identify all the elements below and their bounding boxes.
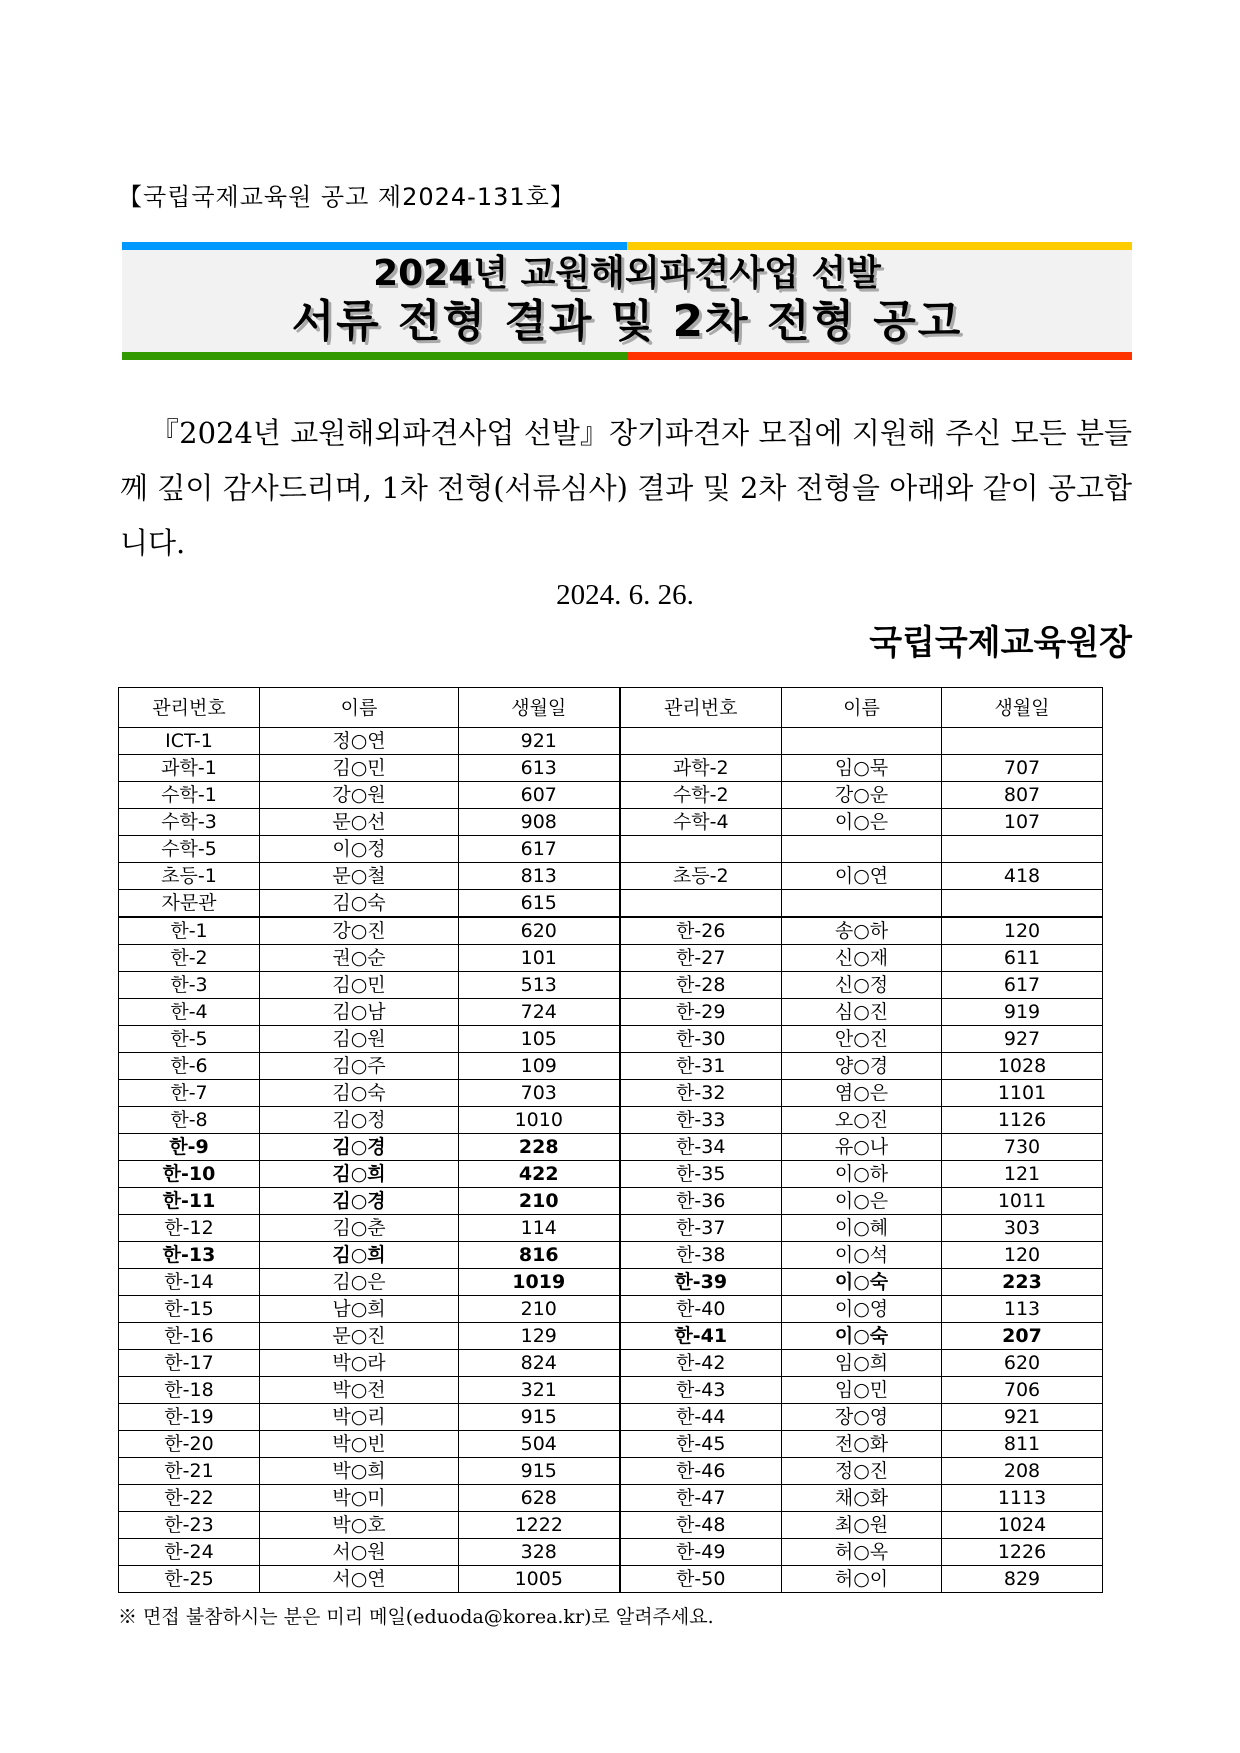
birth-cell: 615: [459, 890, 620, 918]
birth-cell: 1005: [459, 1566, 620, 1593]
name-cell: 정○연: [260, 728, 459, 755]
id-cell: 한-35: [620, 1161, 782, 1188]
birth-cell: 707: [942, 755, 1103, 782]
table-row: [119, 1026, 1103, 1053]
name-cell: 허○옥: [782, 1539, 942, 1566]
id-cell: 한-30: [620, 1026, 782, 1053]
id-cell: 한-17: [119, 1350, 260, 1377]
table-row: [119, 728, 1103, 755]
name-cell: 박○전: [260, 1377, 459, 1404]
id-cell: 한-34: [620, 1134, 782, 1161]
body-paragraph: [120, 406, 1132, 571]
table-row: [119, 836, 1103, 863]
birth-cell: 730: [942, 1134, 1103, 1161]
id-cell: 한-6: [119, 1053, 260, 1080]
id-cell: 한-14: [119, 1269, 260, 1296]
name-cell: 김○춘: [260, 1215, 459, 1242]
birth-cell: 101: [459, 945, 620, 972]
birth-cell: 811: [942, 1431, 1103, 1458]
name-cell: 채○화: [782, 1485, 942, 1512]
birth-cell: 328: [459, 1539, 620, 1566]
banner-bar-green: [122, 352, 627, 360]
birth-cell: 504: [459, 1431, 620, 1458]
table-row: [119, 1242, 1103, 1269]
name-cell: 신○재: [782, 945, 942, 972]
banner-bar-blue: [122, 242, 627, 250]
name-cell: 박○호: [260, 1512, 459, 1539]
birth-cell: 321: [459, 1377, 620, 1404]
table-row: [119, 972, 1103, 999]
table-row: [119, 809, 1103, 836]
table-row: [119, 1512, 1103, 1539]
id-cell: 자문관: [119, 890, 260, 918]
table-row: [119, 1323, 1103, 1350]
birth-cell: 829: [942, 1566, 1103, 1593]
birth-cell: 915: [459, 1458, 620, 1485]
name-cell: 양○경: [782, 1053, 942, 1080]
id-cell: 한-25: [119, 1566, 260, 1593]
name-cell: 서○연: [260, 1566, 459, 1593]
id-cell: 한-31: [620, 1053, 782, 1080]
id-cell: 한-22: [119, 1485, 260, 1512]
name-cell: 최○원: [782, 1512, 942, 1539]
title-banner: [122, 242, 1132, 360]
table-header-row: [119, 688, 1103, 728]
name-cell: 허○이: [782, 1566, 942, 1593]
birth-cell: 513: [459, 972, 620, 999]
id-cell: 한-18: [119, 1377, 260, 1404]
id-cell: 한-15: [119, 1296, 260, 1323]
birth-cell: 617: [942, 972, 1103, 999]
id-cell: 한-32: [620, 1080, 782, 1107]
birth-cell: 807: [942, 782, 1103, 809]
name-cell: 유○나: [782, 1134, 942, 1161]
birth-cell: 919: [942, 999, 1103, 1026]
birth-cell: 1226: [942, 1539, 1103, 1566]
name-cell: 박○라: [260, 1350, 459, 1377]
column-header: 생월일: [459, 688, 620, 728]
id-cell: 한-7: [119, 1080, 260, 1107]
name-cell: 염○은: [782, 1080, 942, 1107]
id-cell: 한-3: [119, 972, 260, 999]
birth-cell: 1222: [459, 1512, 620, 1539]
birth-cell: 620: [459, 917, 620, 945]
name-cell: 박○미: [260, 1485, 459, 1512]
birth-cell: 1010: [459, 1107, 620, 1134]
table-row: [119, 1404, 1103, 1431]
column-header: 관리번호: [620, 688, 782, 728]
id-cell: [620, 836, 782, 863]
birth-cell: 1126: [942, 1107, 1103, 1134]
id-cell: 한-5: [119, 1026, 260, 1053]
birth-cell: 824: [459, 1350, 620, 1377]
name-cell: 김○숙: [260, 1080, 459, 1107]
name-cell: 문○철: [260, 863, 459, 890]
body-text: 『2024년 교원해외파견사업 선발』장기파견자 모집에 지원해 주신 모든 분들께 깊이 감사드리며, 1차 전형(서류심사) 결과 및 2차 전형을 아래와 같이 공고합니다.: [120, 416, 1132, 560]
id-cell: 한-26: [620, 917, 782, 945]
name-cell: 이○은: [782, 1188, 942, 1215]
id-cell: 한-20: [119, 1431, 260, 1458]
table-row: [119, 1269, 1103, 1296]
id-cell: 수학-1: [119, 782, 260, 809]
id-cell: 한-37: [620, 1215, 782, 1242]
name-cell: 문○선: [260, 809, 459, 836]
birth-cell: 617: [459, 836, 620, 863]
id-cell: 한-46: [620, 1458, 782, 1485]
birth-cell: [942, 890, 1103, 918]
id-cell: 한-29: [620, 999, 782, 1026]
name-cell: 정○진: [782, 1458, 942, 1485]
id-cell: 한-39: [620, 1269, 782, 1296]
birth-cell: 422: [459, 1161, 620, 1188]
name-cell: 박○빈: [260, 1431, 459, 1458]
name-cell: 김○희: [260, 1242, 459, 1269]
table-row: [119, 782, 1103, 809]
id-cell: [620, 890, 782, 918]
name-cell: 이○하: [782, 1161, 942, 1188]
id-cell: 한-28: [620, 972, 782, 999]
birth-cell: 607: [459, 782, 620, 809]
birth-cell: [942, 836, 1103, 863]
name-cell: [782, 836, 942, 863]
table-row: [119, 863, 1103, 890]
name-cell: 박○리: [260, 1404, 459, 1431]
birth-cell: 207: [942, 1323, 1103, 1350]
table-row: [119, 1431, 1103, 1458]
birth-cell: 613: [459, 755, 620, 782]
table-row: [119, 1377, 1103, 1404]
id-cell: 한-48: [620, 1512, 782, 1539]
name-cell: 이○석: [782, 1242, 942, 1269]
name-cell: 서○원: [260, 1539, 459, 1566]
birth-cell: 120: [942, 1242, 1103, 1269]
name-cell: 임○묵: [782, 755, 942, 782]
name-cell: 김○원: [260, 1026, 459, 1053]
signatory: 국립국제교육원장: [869, 623, 1132, 663]
column-header: 이름: [782, 688, 942, 728]
name-cell: 이○혜: [782, 1215, 942, 1242]
id-cell: 한-50: [620, 1566, 782, 1593]
table-row: [119, 1134, 1103, 1161]
id-cell: 과학-2: [620, 755, 782, 782]
birth-cell: 210: [459, 1188, 620, 1215]
id-cell: 한-42: [620, 1350, 782, 1377]
birth-cell: 1011: [942, 1188, 1103, 1215]
name-cell: 박○희: [260, 1458, 459, 1485]
birth-cell: 210: [459, 1296, 620, 1323]
birth-cell: 611: [942, 945, 1103, 972]
name-cell: [782, 890, 942, 918]
birth-cell: 724: [459, 999, 620, 1026]
document-page: [118, 180, 1132, 1631]
birth-cell: 813: [459, 863, 620, 890]
birth-cell: 109: [459, 1053, 620, 1080]
name-cell: 김○민: [260, 755, 459, 782]
table-row: [119, 1053, 1103, 1080]
name-cell: 전○화: [782, 1431, 942, 1458]
name-cell: 임○희: [782, 1350, 942, 1377]
notice-number: 【국립국제교육원 공고 제2024-131호】: [118, 183, 575, 211]
id-cell: 한-21: [119, 1458, 260, 1485]
id-cell: 한-24: [119, 1539, 260, 1566]
id-cell: 수학-4: [620, 809, 782, 836]
table-row: [119, 999, 1103, 1026]
name-cell: 김○주: [260, 1053, 459, 1080]
table-row: [119, 1161, 1103, 1188]
birth-cell: 418: [942, 863, 1103, 890]
id-cell: 한-36: [620, 1188, 782, 1215]
id-cell: 한-43: [620, 1377, 782, 1404]
name-cell: 장○영: [782, 1404, 942, 1431]
table-row: [119, 1458, 1103, 1485]
name-cell: 안○진: [782, 1026, 942, 1053]
birth-cell: 703: [459, 1080, 620, 1107]
table-row: [119, 1350, 1103, 1377]
name-cell: 김○민: [260, 972, 459, 999]
name-cell: 오○진: [782, 1107, 942, 1134]
id-cell: 한-12: [119, 1215, 260, 1242]
name-cell: 이○영: [782, 1296, 942, 1323]
name-cell: 이○숙: [782, 1323, 942, 1350]
table-row: [119, 917, 1103, 945]
table-row: [119, 1566, 1103, 1593]
birth-cell: 620: [942, 1350, 1103, 1377]
column-header: 관리번호: [119, 688, 260, 728]
birth-cell: 1024: [942, 1512, 1103, 1539]
birth-cell: 303: [942, 1215, 1103, 1242]
id-cell: 초등-1: [119, 863, 260, 890]
birth-cell: 113: [942, 1296, 1103, 1323]
id-cell: 한-2: [119, 945, 260, 972]
name-cell: 남○희: [260, 1296, 459, 1323]
birth-cell: 816: [459, 1242, 620, 1269]
title-line-2: 서류 전형 결과 및 2차 전형 공고: [291, 296, 963, 347]
name-cell: 강○원: [260, 782, 459, 809]
name-cell: 신○정: [782, 972, 942, 999]
birth-cell: 628: [459, 1485, 620, 1512]
id-cell: 한-9: [119, 1134, 260, 1161]
birth-cell: 228: [459, 1134, 620, 1161]
id-cell: 과학-1: [119, 755, 260, 782]
birth-cell: [942, 728, 1103, 755]
table-row: [119, 1080, 1103, 1107]
table-row: [119, 1539, 1103, 1566]
name-cell: 권○순: [260, 945, 459, 972]
id-cell: 한-33: [620, 1107, 782, 1134]
birth-cell: 208: [942, 1458, 1103, 1485]
birth-cell: 120: [942, 917, 1103, 945]
id-cell: 한-19: [119, 1404, 260, 1431]
birth-cell: 908: [459, 809, 620, 836]
id-cell: 한-49: [620, 1539, 782, 1566]
birth-cell: 915: [459, 1404, 620, 1431]
table-row: [119, 945, 1103, 972]
birth-cell: 129: [459, 1323, 620, 1350]
id-cell: 한-27: [620, 945, 782, 972]
banner-bar-yellow: [627, 242, 1132, 250]
name-cell: 김○남: [260, 999, 459, 1026]
banner-bar-red: [627, 352, 1132, 360]
id-cell: 한-16: [119, 1323, 260, 1350]
name-cell: 임○민: [782, 1377, 942, 1404]
birth-cell: 114: [459, 1215, 620, 1242]
id-cell: 한-13: [119, 1242, 260, 1269]
title-line-1: 2024년 교원해외파견사업 선발: [373, 253, 881, 294]
results-table: [118, 687, 1103, 1593]
table-row: [119, 1485, 1103, 1512]
birth-cell: 927: [942, 1026, 1103, 1053]
id-cell: 수학-2: [620, 782, 782, 809]
birth-cell: 706: [942, 1377, 1103, 1404]
id-cell: 한-1: [119, 917, 260, 945]
birth-cell: 1028: [942, 1053, 1103, 1080]
birth-cell: 105: [459, 1026, 620, 1053]
table-row: [119, 755, 1103, 782]
name-cell: 송○하: [782, 917, 942, 945]
birth-cell: 921: [942, 1404, 1103, 1431]
id-cell: 한-8: [119, 1107, 260, 1134]
announcement-date: 2024. 6. 26.: [556, 579, 694, 611]
id-cell: 한-4: [119, 999, 260, 1026]
column-header: 생월일: [942, 688, 1103, 728]
birth-cell: 223: [942, 1269, 1103, 1296]
name-cell: 이○숙: [782, 1269, 942, 1296]
birth-cell: 921: [459, 728, 620, 755]
id-cell: 한-44: [620, 1404, 782, 1431]
name-cell: [782, 728, 942, 755]
name-cell: 심○진: [782, 999, 942, 1026]
id-cell: 한-38: [620, 1242, 782, 1269]
id-cell: 수학-3: [119, 809, 260, 836]
id-cell: 한-45: [620, 1431, 782, 1458]
name-cell: 이○정: [260, 836, 459, 863]
table-row: [119, 1215, 1103, 1242]
name-cell: 김○경: [260, 1134, 459, 1161]
name-cell: 김○숙: [260, 890, 459, 918]
name-cell: 김○은: [260, 1269, 459, 1296]
id-cell: 한-11: [119, 1188, 260, 1215]
birth-cell: 1101: [942, 1080, 1103, 1107]
id-cell: 한-23: [119, 1512, 260, 1539]
name-cell: 강○진: [260, 917, 459, 945]
id-cell: 한-40: [620, 1296, 782, 1323]
name-cell: 김○희: [260, 1161, 459, 1188]
birth-cell: 1019: [459, 1269, 620, 1296]
id-cell: ICT-1: [119, 728, 260, 755]
table-row: [119, 1188, 1103, 1215]
name-cell: 김○정: [260, 1107, 459, 1134]
birth-cell: 107: [942, 809, 1103, 836]
footnote: ※ 면접 불참하시는 분은 미리 메일(eduoda@korea.kr)로 알려주세요.: [118, 1606, 714, 1628]
table-row: [119, 1296, 1103, 1323]
name-cell: 이○은: [782, 809, 942, 836]
name-cell: 이○연: [782, 863, 942, 890]
id-cell: 한-10: [119, 1161, 260, 1188]
birth-cell: 121: [942, 1161, 1103, 1188]
id-cell: [620, 728, 782, 755]
column-header: 이름: [260, 688, 459, 728]
id-cell: 한-47: [620, 1485, 782, 1512]
id-cell: 한-41: [620, 1323, 782, 1350]
id-cell: 초등-2: [620, 863, 782, 890]
name-cell: 김○경: [260, 1188, 459, 1215]
name-cell: 강○운: [782, 782, 942, 809]
table-row: [119, 890, 1103, 918]
birth-cell: 1113: [942, 1485, 1103, 1512]
id-cell: 수학-5: [119, 836, 260, 863]
table-row: [119, 1107, 1103, 1134]
name-cell: 문○진: [260, 1323, 459, 1350]
